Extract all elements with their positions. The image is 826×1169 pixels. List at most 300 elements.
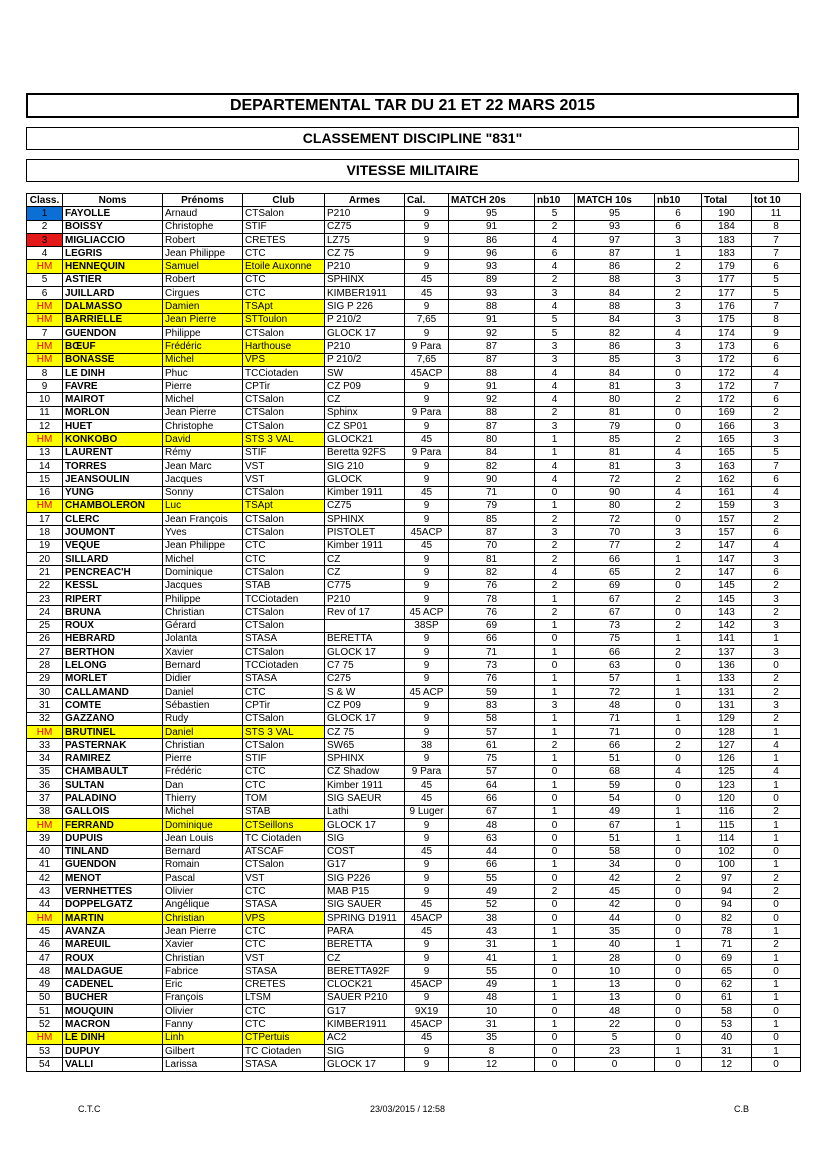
tot10-cell: 4 [752, 739, 801, 752]
match20-cell: 86 [449, 233, 535, 246]
table-row [27, 965, 801, 978]
caliber-cell: 9 [405, 1045, 449, 1058]
caliber-cell: 45 ACP [405, 685, 449, 698]
nb10-b-cell: 1 [655, 685, 702, 698]
name-cell: CALLAMAND [63, 685, 163, 698]
table-row [27, 526, 801, 539]
weapon-cell: GLOCK 17 [325, 326, 405, 339]
nb10-a-cell: 4 [535, 473, 575, 486]
caliber-cell: 9 [405, 872, 449, 885]
tot10-cell: 2 [752, 885, 801, 898]
club-cell: VST [243, 459, 325, 472]
table-row [27, 646, 801, 659]
match20-cell: 87 [449, 353, 535, 366]
match20-cell: 91 [449, 220, 535, 233]
tot10-cell: 3 [752, 420, 801, 433]
club-cell: CTSeillons [243, 818, 325, 831]
col-match20: MATCH 20s [449, 194, 535, 207]
table-row [27, 300, 801, 313]
name-cell: ASTIER [63, 273, 163, 286]
match10-cell: 82 [575, 326, 655, 339]
nb10-a-cell: 0 [535, 832, 575, 845]
match20-cell: 84 [449, 446, 535, 459]
match20-cell: 63 [449, 832, 535, 845]
weapon-cell: CZ P09 [325, 699, 405, 712]
tot10-cell: 1 [752, 725, 801, 738]
nb10-a-cell: 4 [535, 459, 575, 472]
tot10-cell: 7 [752, 380, 801, 393]
tot10-cell: 1 [752, 632, 801, 645]
caliber-cell: 9 [405, 672, 449, 685]
firstname-cell: Romain [163, 858, 243, 871]
weapon-cell: C7 75 [325, 659, 405, 672]
match20-cell: 79 [449, 499, 535, 512]
nb10-a-cell: 3 [535, 526, 575, 539]
match10-cell: 93 [575, 220, 655, 233]
table-row [27, 366, 801, 379]
caliber-cell: 9 Luger [405, 805, 449, 818]
nb10-b-cell: 2 [655, 872, 702, 885]
firstname-cell: Philippe [163, 326, 243, 339]
name-cell: DUPUY [63, 1045, 163, 1058]
table-row [27, 725, 801, 738]
caliber-cell: 9 [405, 712, 449, 725]
table-row [27, 380, 801, 393]
firstname-cell: Rudy [163, 712, 243, 725]
nb10-b-cell: 0 [655, 1018, 702, 1031]
total-cell: 174 [702, 326, 752, 339]
weapon-cell: SW65 [325, 739, 405, 752]
nb10-b-cell: 1 [655, 832, 702, 845]
firstname-cell: François [163, 991, 243, 1004]
nb10-b-cell: 2 [655, 433, 702, 446]
tot10-cell: 2 [752, 513, 801, 526]
name-cell: VALLI [63, 1058, 163, 1071]
weapon-cell: P 210/2 [325, 313, 405, 326]
nb10-b-cell: 2 [655, 539, 702, 552]
club-cell: CPTir [243, 380, 325, 393]
table-row [27, 805, 801, 818]
club-cell: TSApt [243, 300, 325, 313]
table-row [27, 499, 801, 512]
name-cell: SILLARD [63, 553, 163, 566]
table-row [27, 951, 801, 964]
firstname-cell: Jean François [163, 513, 243, 526]
nb10-b-cell: 0 [655, 366, 702, 379]
caliber-cell: 45ACP [405, 978, 449, 991]
match10-cell: 84 [575, 366, 655, 379]
caliber-cell: 9 [405, 699, 449, 712]
nb10-a-cell: 0 [535, 1031, 575, 1044]
match20-cell: 31 [449, 1018, 535, 1031]
nb10-b-cell: 2 [655, 619, 702, 632]
match10-cell: 59 [575, 779, 655, 792]
tot10-cell: 1 [752, 752, 801, 765]
club-cell: CTC [243, 779, 325, 792]
match10-cell: 72 [575, 473, 655, 486]
nb10-b-cell: 0 [655, 579, 702, 592]
match10-cell: 81 [575, 459, 655, 472]
tot10-cell: 0 [752, 1031, 801, 1044]
caliber-cell: 9 [405, 632, 449, 645]
discipline-name: VITESSE MILITAIRE [26, 159, 799, 182]
club-cell: TCCiotaden [243, 366, 325, 379]
nb10-b-cell: 2 [655, 592, 702, 605]
weapon-cell: CZ [325, 951, 405, 964]
nb10-b-cell: 1 [655, 938, 702, 951]
name-cell: RIPERT [63, 592, 163, 605]
nb10-a-cell: 1 [535, 805, 575, 818]
rank-cell: 47 [27, 951, 63, 964]
rank-cell: HM [27, 1031, 63, 1044]
total-cell: 131 [702, 685, 752, 698]
weapon-cell: SIG 210 [325, 459, 405, 472]
nb10-b-cell: 3 [655, 313, 702, 326]
total-cell: 162 [702, 473, 752, 486]
total-cell: 31 [702, 1045, 752, 1058]
club-cell: ATSCAF [243, 845, 325, 858]
weapon-cell: SPRING D1911 [325, 912, 405, 925]
nb10-b-cell: 2 [655, 646, 702, 659]
match20-cell: 87 [449, 340, 535, 353]
match10-cell: 67 [575, 818, 655, 831]
table-row [27, 340, 801, 353]
tot10-cell: 1 [752, 858, 801, 871]
match10-cell: 81 [575, 380, 655, 393]
total-cell: 165 [702, 433, 752, 446]
club-cell: Harthouse [243, 340, 325, 353]
match10-cell: 66 [575, 739, 655, 752]
table-row [27, 260, 801, 273]
name-cell: AVANZA [63, 925, 163, 938]
club-cell: STAB [243, 805, 325, 818]
rank-cell: 5 [27, 273, 63, 286]
nb10-a-cell: 1 [535, 712, 575, 725]
rank-cell: 10 [27, 393, 63, 406]
rank-cell: 21 [27, 566, 63, 579]
table-row [27, 220, 801, 233]
nb10-a-cell: 6 [535, 247, 575, 260]
match20-cell: 71 [449, 486, 535, 499]
col-nb10-a: nb10 [535, 194, 575, 207]
weapon-cell: SPHINX [325, 513, 405, 526]
firstname-cell: Gilbert [163, 1045, 243, 1058]
club-cell: CTSalon [243, 420, 325, 433]
firstname-cell: Rémy [163, 446, 243, 459]
caliber-cell: 9 [405, 991, 449, 1004]
total-cell: 147 [702, 566, 752, 579]
weapon-cell: Kimber 1911 [325, 779, 405, 792]
tot10-cell: 9 [752, 326, 801, 339]
club-cell: CRETES [243, 233, 325, 246]
table-row [27, 885, 801, 898]
rank-cell: 3 [27, 233, 63, 246]
caliber-cell: 9 [405, 420, 449, 433]
firstname-cell: Philippe [163, 592, 243, 605]
match10-cell: 88 [575, 273, 655, 286]
firstname-cell: Arnaud [163, 207, 243, 220]
nb10-a-cell: 2 [535, 553, 575, 566]
nb10-a-cell: 1 [535, 592, 575, 605]
table-row [27, 1045, 801, 1058]
club-cell: CTC [243, 925, 325, 938]
caliber-cell: 9 [405, 592, 449, 605]
match20-cell: 35 [449, 1031, 535, 1044]
match20-cell: 82 [449, 459, 535, 472]
table-row [27, 273, 801, 286]
weapon-cell: C775 [325, 579, 405, 592]
table-row [27, 420, 801, 433]
rank-cell: HM [27, 300, 63, 313]
nb10-a-cell: 0 [535, 1058, 575, 1071]
nb10-a-cell: 1 [535, 951, 575, 964]
nb10-a-cell: 5 [535, 313, 575, 326]
name-cell: MAIROT [63, 393, 163, 406]
club-cell: CTC [243, 885, 325, 898]
weapon-cell: Kimber 1911 [325, 539, 405, 552]
nb10-a-cell: 1 [535, 646, 575, 659]
tot10-cell: 4 [752, 366, 801, 379]
match20-cell: 76 [449, 579, 535, 592]
match20-cell: 10 [449, 1005, 535, 1018]
tot10-cell: 3 [752, 619, 801, 632]
match10-cell: 49 [575, 805, 655, 818]
table-row [27, 779, 801, 792]
rank-cell: 11 [27, 406, 63, 419]
caliber-cell: 45 [405, 287, 449, 300]
table-row [27, 233, 801, 246]
total-cell: 128 [702, 725, 752, 738]
name-cell: LAURENT [63, 446, 163, 459]
rank-cell: 39 [27, 832, 63, 845]
caliber-cell: 45 [405, 925, 449, 938]
nb10-b-cell: 2 [655, 566, 702, 579]
nb10-b-cell: 0 [655, 912, 702, 925]
nb10-b-cell: 0 [655, 699, 702, 712]
match10-cell: 42 [575, 872, 655, 885]
match10-cell: 86 [575, 260, 655, 273]
tot10-cell: 1 [752, 925, 801, 938]
total-cell: 179 [702, 260, 752, 273]
match20-cell: 82 [449, 566, 535, 579]
total-cell: 169 [702, 406, 752, 419]
match10-cell: 10 [575, 965, 655, 978]
weapon-cell: P210 [325, 260, 405, 273]
match10-cell: 42 [575, 898, 655, 911]
caliber-cell: 9 Para [405, 446, 449, 459]
caliber-cell: 9 [405, 659, 449, 672]
name-cell: BRUNA [63, 606, 163, 619]
total-cell: 58 [702, 1005, 752, 1018]
firstname-cell: Daniel [163, 685, 243, 698]
caliber-cell: 45 [405, 539, 449, 552]
nb10-a-cell: 2 [535, 579, 575, 592]
nb10-b-cell: 4 [655, 446, 702, 459]
nb10-b-cell: 0 [655, 898, 702, 911]
name-cell: KESSL [63, 579, 163, 592]
rank-cell: 46 [27, 938, 63, 951]
caliber-cell: 45 [405, 898, 449, 911]
nb10-b-cell: 0 [655, 779, 702, 792]
name-cell: HEBRARD [63, 632, 163, 645]
caliber-cell: 9 [405, 247, 449, 260]
club-cell: CTC [243, 247, 325, 260]
weapon-cell: SIG P 226 [325, 300, 405, 313]
weapon-cell: BERETTA [325, 632, 405, 645]
name-cell: ROUX [63, 619, 163, 632]
caliber-cell: 45ACP [405, 366, 449, 379]
firstname-cell: Cirgues [163, 287, 243, 300]
nb10-b-cell: 1 [655, 632, 702, 645]
nb10-b-cell: 0 [655, 991, 702, 1004]
footer-author: C.B [734, 1104, 750, 1114]
rank-cell: HM [27, 725, 63, 738]
nb10-b-cell: 1 [655, 553, 702, 566]
table-row [27, 792, 801, 805]
weapon-cell: CZ Shadow [325, 765, 405, 778]
match20-cell: 92 [449, 326, 535, 339]
table-row [27, 632, 801, 645]
firstname-cell: Yves [163, 526, 243, 539]
col-total: Total [702, 194, 752, 207]
match10-cell: 13 [575, 978, 655, 991]
match10-cell: 67 [575, 592, 655, 605]
name-cell: CHAMBAULT [63, 765, 163, 778]
weapon-cell: SIG SAEUR [325, 792, 405, 805]
weapon-cell [325, 619, 405, 632]
club-cell: CTC [243, 273, 325, 286]
club-cell: CTC [243, 539, 325, 552]
match20-cell: 59 [449, 685, 535, 698]
total-cell: 125 [702, 765, 752, 778]
match20-cell: 90 [449, 473, 535, 486]
match10-cell: 67 [575, 606, 655, 619]
match10-cell: 75 [575, 632, 655, 645]
weapon-cell: KIMBER1911 [325, 287, 405, 300]
discipline-ranking-title: CLASSEMENT DISCIPLINE "831" [26, 127, 799, 150]
table-row [27, 685, 801, 698]
firstname-cell: Jolanta [163, 632, 243, 645]
firstname-cell: Dominique [163, 566, 243, 579]
match20-cell: 88 [449, 300, 535, 313]
match10-cell: 35 [575, 925, 655, 938]
club-cell: CTSalon [243, 566, 325, 579]
rank-cell: 4 [27, 247, 63, 260]
firstname-cell: Angélique [163, 898, 243, 911]
table-row [27, 606, 801, 619]
nb10-b-cell: 3 [655, 526, 702, 539]
match20-cell: 70 [449, 539, 535, 552]
match10-cell: 22 [575, 1018, 655, 1031]
weapon-cell: SIG [325, 832, 405, 845]
nb10-b-cell: 2 [655, 393, 702, 406]
club-cell: CTSalon [243, 646, 325, 659]
name-cell: MOUQUIN [63, 1005, 163, 1018]
nb10-b-cell: 2 [655, 739, 702, 752]
match20-cell: 67 [449, 805, 535, 818]
nb10-a-cell: 0 [535, 792, 575, 805]
name-cell: GUENDON [63, 326, 163, 339]
rank-cell: 48 [27, 965, 63, 978]
nb10-a-cell: 5 [535, 326, 575, 339]
table-row [27, 1058, 801, 1071]
name-cell: MALDAGUE [63, 965, 163, 978]
rank-cell: 16 [27, 486, 63, 499]
rank-cell: 28 [27, 659, 63, 672]
firstname-cell: Robert [163, 233, 243, 246]
caliber-cell: 9 [405, 579, 449, 592]
club-cell: VST [243, 872, 325, 885]
firstname-cell: Bernard [163, 659, 243, 672]
rank-cell: 22 [27, 579, 63, 592]
tot10-cell: 3 [752, 699, 801, 712]
match10-cell: 88 [575, 300, 655, 313]
weapon-cell: P210 [325, 207, 405, 220]
club-cell: CTSalon [243, 619, 325, 632]
nb10-b-cell: 0 [655, 845, 702, 858]
total-cell: 136 [702, 659, 752, 672]
weapon-cell: LZ75 [325, 233, 405, 246]
col-match10: MATCH 10s [575, 194, 655, 207]
weapon-cell: Kimber 1911 [325, 486, 405, 499]
name-cell: CADENEL [63, 978, 163, 991]
club-cell: TC Ciotaden [243, 1045, 325, 1058]
total-cell: 69 [702, 951, 752, 964]
firstname-cell: Dominique [163, 818, 243, 831]
name-cell: PALADINO [63, 792, 163, 805]
tot10-cell: 5 [752, 273, 801, 286]
match10-cell: 68 [575, 765, 655, 778]
match20-cell: 58 [449, 712, 535, 725]
nb10-a-cell: 0 [535, 765, 575, 778]
rank-cell: HM [27, 260, 63, 273]
name-cell: GUENDON [63, 858, 163, 871]
total-cell: 94 [702, 898, 752, 911]
rank-cell: 7 [27, 326, 63, 339]
firstname-cell: Jean Pierre [163, 313, 243, 326]
total-cell: 133 [702, 672, 752, 685]
tot10-cell: 2 [752, 685, 801, 698]
total-cell: 145 [702, 592, 752, 605]
nb10-a-cell: 0 [535, 912, 575, 925]
nb10-a-cell: 4 [535, 233, 575, 246]
firstname-cell: Xavier [163, 938, 243, 951]
club-cell: STIF [243, 220, 325, 233]
club-cell: CTPertuis [243, 1031, 325, 1044]
total-cell: 143 [702, 606, 752, 619]
total-cell: 147 [702, 553, 752, 566]
match20-cell: 87 [449, 526, 535, 539]
nb10-a-cell: 1 [535, 446, 575, 459]
rank-cell: HM [27, 818, 63, 831]
match20-cell: 95 [449, 207, 535, 220]
nb10-b-cell: 1 [655, 712, 702, 725]
nb10-a-cell: 2 [535, 539, 575, 552]
total-cell: 172 [702, 393, 752, 406]
match10-cell: 72 [575, 513, 655, 526]
firstname-cell: Luc [163, 499, 243, 512]
caliber-cell: 9 Para [405, 765, 449, 778]
nb10-b-cell: 0 [655, 1031, 702, 1044]
tot10-cell: 5 [752, 446, 801, 459]
match10-cell: 85 [575, 433, 655, 446]
nb10-b-cell: 0 [655, 925, 702, 938]
firstname-cell: Michel [163, 805, 243, 818]
tot10-cell: 0 [752, 898, 801, 911]
name-cell: GAZZANO [63, 712, 163, 725]
caliber-cell: 45ACP [405, 1018, 449, 1031]
club-cell: CPTir [243, 699, 325, 712]
